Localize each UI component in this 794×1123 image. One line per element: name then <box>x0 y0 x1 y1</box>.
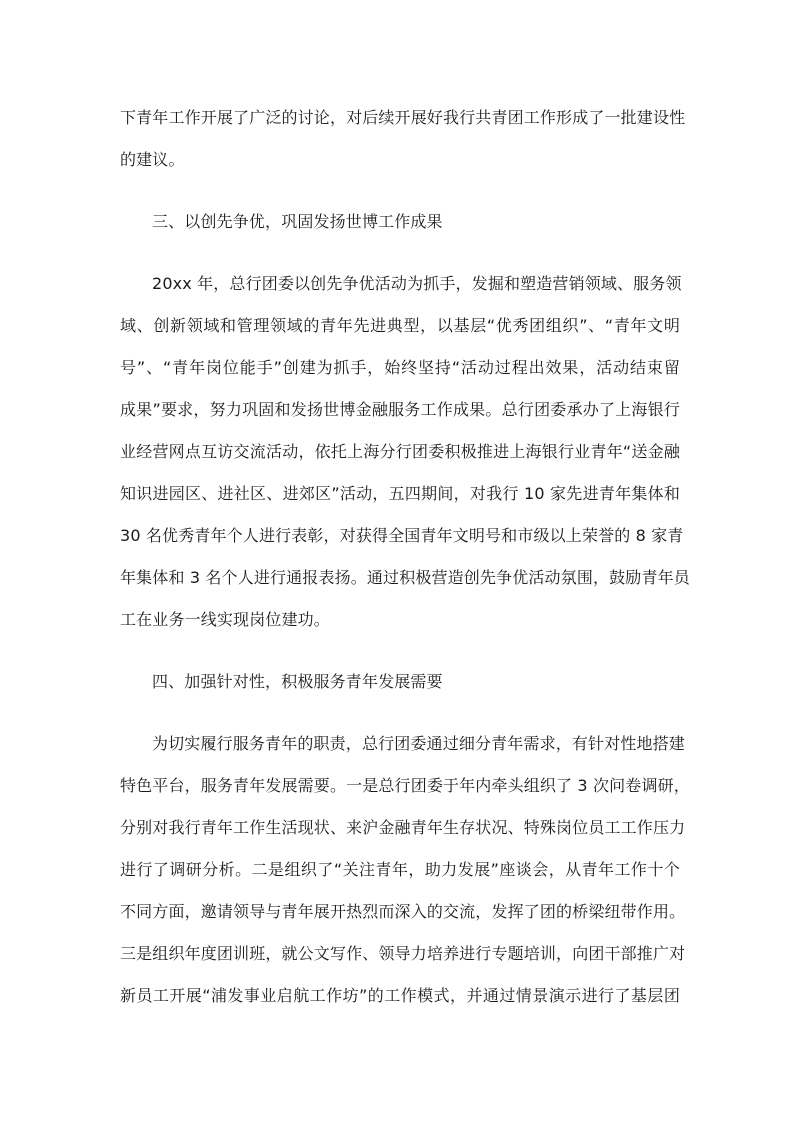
body-text-line: 20xx 年，总行团委以创先争优活动为抓手，发掘和塑造营销领域、服务领 <box>152 274 682 293</box>
body-text-line: 的建议。 <box>120 150 185 169</box>
body-text-line: 成果”要求，努力巩固和发扬世博金融服务工作成果。总行团委承办了上海银行 <box>120 400 680 419</box>
body-text-line: 工在业务一线实现岗位建功。 <box>120 610 330 629</box>
section-heading-3: 三、以创先争优，巩固发扬世博工作成果 <box>152 212 443 231</box>
body-text-line: 特色平台，服务青年发展需要。一是总行团委于年内牵头组织了 3 次问卷调研， <box>120 776 690 795</box>
body-text-line: 号”、“青年岗位能手”创建为抓手，始终坚持“活动过程出效果，活动结束留 <box>120 358 680 377</box>
body-text-line: 不同方面，邀请领导与青年展开热烈而深入的交流，发挥了团的桥梁纽带作用。 <box>120 902 686 921</box>
body-text-line: 进行了调研分析。二是组织了“关注青年，助力发展”座谈会，从青年工作十个 <box>120 860 680 879</box>
section-heading-4: 四、加强针对性，积极服务青年发展需要 <box>152 672 443 691</box>
body-text-line: 业经营网点互访交流活动，依托上海分行团委积极推进上海银行业青年“送金融 <box>120 442 680 461</box>
body-text-line: 分别对我行青年工作生活现状、来沪金融青年生存状况、特殊岗位员工工作压力 <box>120 818 686 837</box>
body-text-line: 三是组织年度团训班，就公文写作、领导力培养进行专题培训，向团干部推广对 <box>120 944 686 963</box>
body-text-line: 知识进园区、进社区、进郊区”活动，五四期间，对我行 10 家先进青年集体和 <box>120 484 680 503</box>
body-text-line: 下青年工作开展了广泛的讨论，对后续开展好我行共青团工作形成了一批建设性 <box>120 108 686 127</box>
body-text-line: 30 名优秀青年个人进行表彰，对获得全国青年文明号和市级以上荣誉的 8 家青 <box>120 526 684 545</box>
body-text-line: 为切实履行服务青年的职责，总行团委通过细分青年需求，有针对性地搭建 <box>152 734 685 753</box>
body-text-line: 域、创新领域和管理领域的青年先进典型，以基层“优秀团组织”、“青年文明 <box>120 316 680 335</box>
body-text-line: 新员工开展“浦发事业启航工作坊”的工作模式，并通过情景演示进行了基层团 <box>120 986 680 1005</box>
body-text-line: 年集体和 3 名个人进行通报表扬。通过积极营造创先争优活动氛围，鼓励青年员 <box>120 568 690 587</box>
